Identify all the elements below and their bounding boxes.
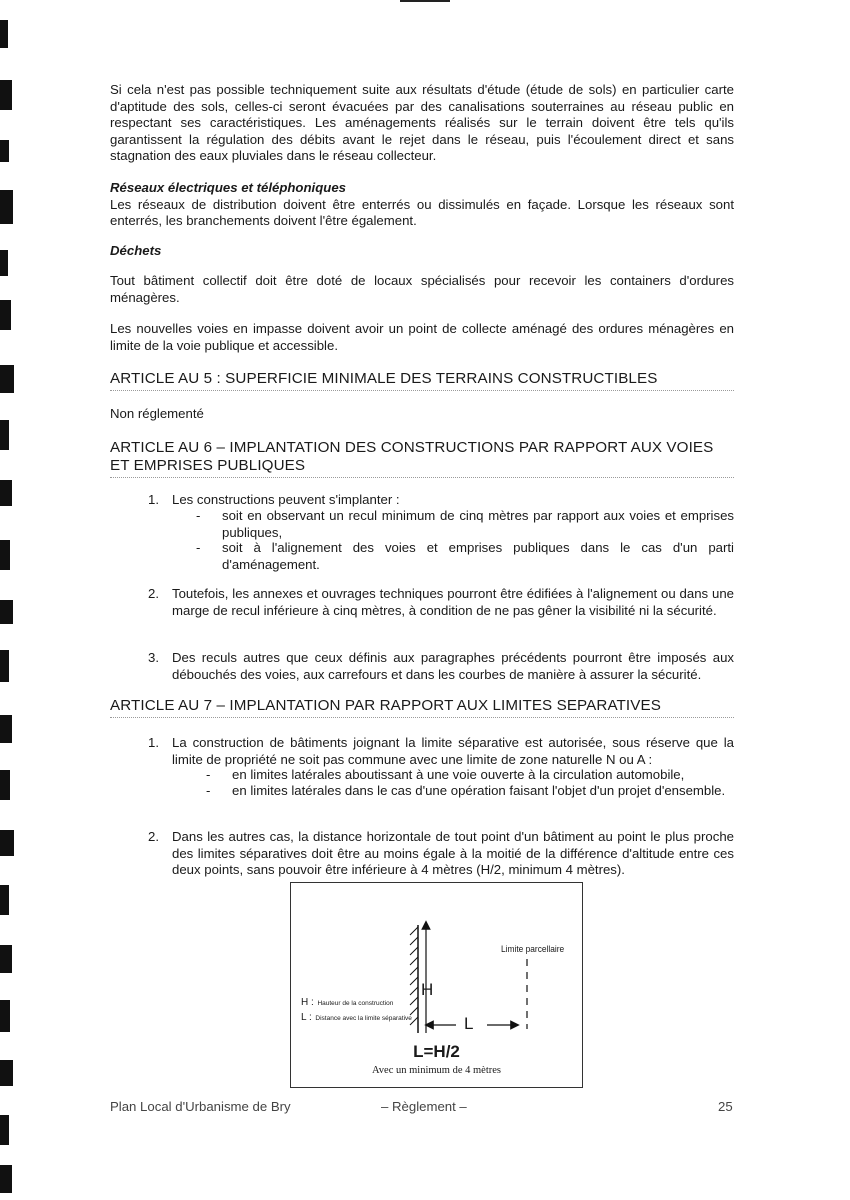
legend-text: Distance avec la limite séparative xyxy=(315,1015,412,1022)
article-title-text: ARTICLE AU 7 – IMPLANTATION PAR RAPPORT AUX LIMITES SEPARATIVES xyxy=(110,697,661,714)
height-letter: H xyxy=(421,980,434,999)
legend-text: Hauteur de la construction xyxy=(317,1000,394,1007)
article-title-text: ARTICLE AU 5 : SUPERFICIE MINIMALE DES TERRAINS CONSTRUCTIBLES xyxy=(110,370,658,387)
paragraph-text: Tout bâtiment collectif doit être doté de locaux spécialisés pour recevoir les containers d'ordures ménagères. xyxy=(110,273,734,305)
paragraph-text: Non réglementé xyxy=(110,406,204,421)
section-dechets xyxy=(110,243,734,260)
diagram-caption: Avec un minimum de 4 mètres xyxy=(372,1065,501,1076)
item-number: 1. xyxy=(148,735,159,750)
top-edge-mark xyxy=(400,0,450,2)
paragraph-eaux-pluviales xyxy=(110,82,734,165)
article-6-subitem-1 xyxy=(196,508,734,541)
paragraph-text: Les réseaux de distribution doivent être enterrés ou dissimulés en façade. Lorsque les réseaux sont enterrés, les branchements doivent l'être également. xyxy=(110,196,734,229)
dash-bullet: - xyxy=(196,540,201,555)
item-text: Toutefois, les annexes et ouvrages techniques pourront être édifiées à l'alignement ou dans une marge de recul inférieure à cinq mètres, à condition de ne pas gêner la visibilité ni la sécurité. xyxy=(172,586,734,618)
article-6-title xyxy=(110,439,734,478)
section-reseaux xyxy=(110,180,734,230)
paragraph-dechets-1 xyxy=(110,273,734,306)
footer-document-title: Plan Local d'Urbanisme de Bry xyxy=(110,1099,291,1114)
article-title-line-2: ET EMPRISES PUBLIQUES xyxy=(110,457,306,474)
article-7-title xyxy=(110,697,734,718)
article-title-line-1: ARTICLE AU 6 – IMPLANTATION DES CONSTRUCTIONS PAR RAPPORT AUX VOIES xyxy=(110,439,714,456)
subitem-text: soit à l'alignement des voies et emprises publiques dans le cas d'un parti d'aménagement. xyxy=(222,540,734,572)
limite-separative-diagram xyxy=(290,882,583,1088)
item-number: 2. xyxy=(148,829,159,844)
article-5-body xyxy=(110,406,734,423)
item-text: Les constructions peuvent s'implanter : xyxy=(172,492,400,507)
limite-label: Limite parcellaire xyxy=(501,944,565,955)
dash-bullet: - xyxy=(196,508,201,523)
subitem-text: soit en observant un recul minimum de cinq mètres par rapport aux voies et emprises publiques, xyxy=(222,508,734,540)
paragraph-text: Si cela n'est pas possible techniquement suite aux résultats d'étude (étude de sols) en particulier carte d'aptitude des sols, celles-ci seront évacuées par des canalisations souterraines au réseau public en respectant ses caractéristiques. Les aménagements réalisés sur le terrain doivent être tels qu'ils garantissent la régulation des débits avant le rejet dans le réseau, puis l'écoulement direct et sans stagnation des eaux pluviales dans le réseau collecteur. xyxy=(110,82,734,164)
section-heading: Réseaux électriques et téléphoniques xyxy=(110,180,346,195)
article-7-subitem-2 xyxy=(206,783,734,800)
subitem-text: en limites latérales dans le cas d'une opération faisant l'objet d'un projet d'ensemble. xyxy=(232,783,726,798)
article-6-item-2 xyxy=(148,586,734,619)
item-text: La construction de bâtiments joignant la limite séparative est autorisée, sous réserve que la limite de propriété ne soit pas commune avec une limite de zone naturelle N ou A : xyxy=(172,735,734,767)
article-7-subitem-1 xyxy=(206,767,734,784)
item-text: Dans les autres cas, la distance horizontale de tout point d'un bâtiment au point le plus proche des limites séparatives doit être au moins égale à la moitié de la différence d'altitude entre ces deux points, sans pouvoir être inférieure à 4 mètres (H/2, minimum 4 mètres). xyxy=(172,829,734,878)
subitem-text: en limites latérales aboutissant à une voie ouverte à la circulation automobile, xyxy=(232,767,685,782)
dash-bullet: - xyxy=(206,767,211,782)
item-number: 2. xyxy=(148,586,159,601)
legend-distance xyxy=(301,1010,412,1025)
legend-key: H : xyxy=(301,997,314,1008)
article-7-item-1 xyxy=(148,735,734,768)
article-7-item-2 xyxy=(148,829,734,879)
binding-edge xyxy=(0,0,22,1200)
article-6-item-3 xyxy=(148,650,734,683)
section-heading: Déchets xyxy=(110,243,162,258)
article-6-item-1 xyxy=(148,492,734,509)
paragraph-text: Les nouvelles voies en impasse doivent avoir un point de collecte aménagé des ordures ménagères en limite de la voie publique et accessible. xyxy=(110,321,734,353)
footer-page-number: 25 xyxy=(718,1099,733,1114)
item-number: 3. xyxy=(148,650,159,665)
dash-bullet: - xyxy=(206,783,211,798)
item-number: 1. xyxy=(148,492,159,507)
formula: L=H/2 xyxy=(413,1042,460,1061)
footer-section: – Règlement – xyxy=(381,1099,467,1114)
paragraph-dechets-2 xyxy=(110,321,734,354)
legend-key: L : xyxy=(301,1012,312,1023)
distance-letter: L xyxy=(464,1014,474,1033)
article-5-title xyxy=(110,370,734,391)
item-text: Des reculs autres que ceux définis aux paragraphes précédents pourront être imposés aux débouchés des voies, aux carrefours et dans les courbes de manière à assurer la sécurité. xyxy=(172,650,734,682)
article-6-subitem-2 xyxy=(196,540,734,573)
